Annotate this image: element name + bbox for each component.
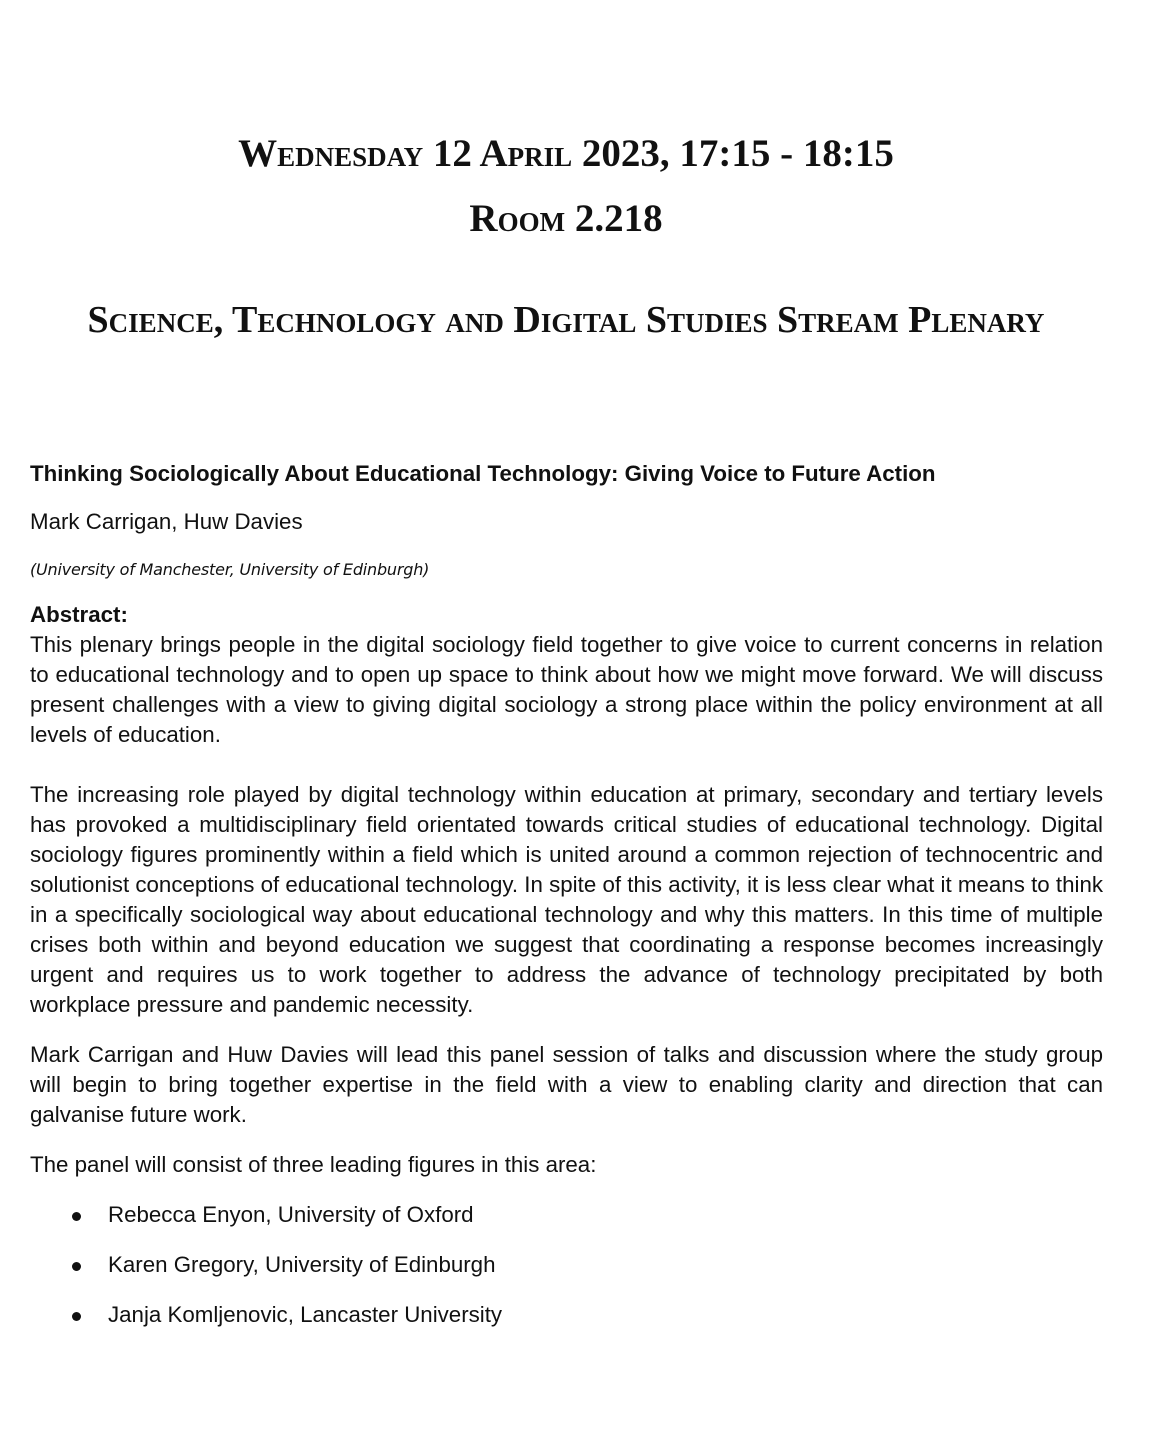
bullet-icon [72,1312,81,1321]
panelist-item [30,1250,1103,1280]
talk-title: Thinking Sociologically About Educational Technology: Giving Voice to Future Action [30,461,936,486]
talk-speakers: Mark Carrigan, Huw Davies [30,509,303,534]
stream-title: Science, Technology and Digital Studies Stream Plenary [87,299,1045,341]
abstract-paragraph: The panel will consist of three leading figures in this area: [30,1152,597,1177]
abstract-paragraph: The increasing role played by digital technology within education at primary, secondary and tertiary levels has provoked a multidisciplinary field orientated towards critical studies of educational technology. Digital sociology figures prominently within a field which is united around a common rejection of technocentric and solutionist conceptions of educational technology. In spite of this activity, it is less clear what it means to think in a specifically sociological way about educational technology and why this matters. In this time of multiple crises both within and beyond education we suggest that coordinating a response becomes increasingly urgent and requires us to work together to address the advance of technology precipitated by both workplace pressure and pandemic necessity. [30,782,1103,1017]
panelist-name: Rebecca Enyon, University of Oxford [108,1202,474,1227]
abstract-label: Abstract: [30,602,128,627]
bullet-icon [72,1212,81,1221]
speaker-affiliations: (University of Manchester, University of Edinburgh) [30,560,430,579]
session-date-time: Wednesday 12 April 2023, 17:15 - 18:15 [238,132,894,175]
abstract-paragraph: Mark Carrigan and Huw Davies will lead this panel session of talks and discussion where the study group will begin to bring together expertise in the field with a view to enabling clarity and direction that can galvanise future work. [30,1042,1103,1127]
session-room: Room 2.218 [469,197,663,240]
abstract-section [30,600,1103,1330]
panelist-name: Janja Komljenovic, Lancaster University [108,1302,503,1327]
panelist-list [30,1200,1103,1330]
abstract-paragraph: This plenary brings people in the digital sociology field together to give voice to current concerns in relation to educational technology and to open up space to think about how we might move forward. We will discuss present challenges with a view to giving digital sociology a strong place within the policy environment at all levels of education. [30,632,1103,747]
panelist-name: Karen Gregory, University of Edinburgh [108,1252,496,1277]
bullet-icon [72,1262,81,1271]
panelist-item [30,1200,1103,1230]
panelist-item [30,1300,1103,1330]
